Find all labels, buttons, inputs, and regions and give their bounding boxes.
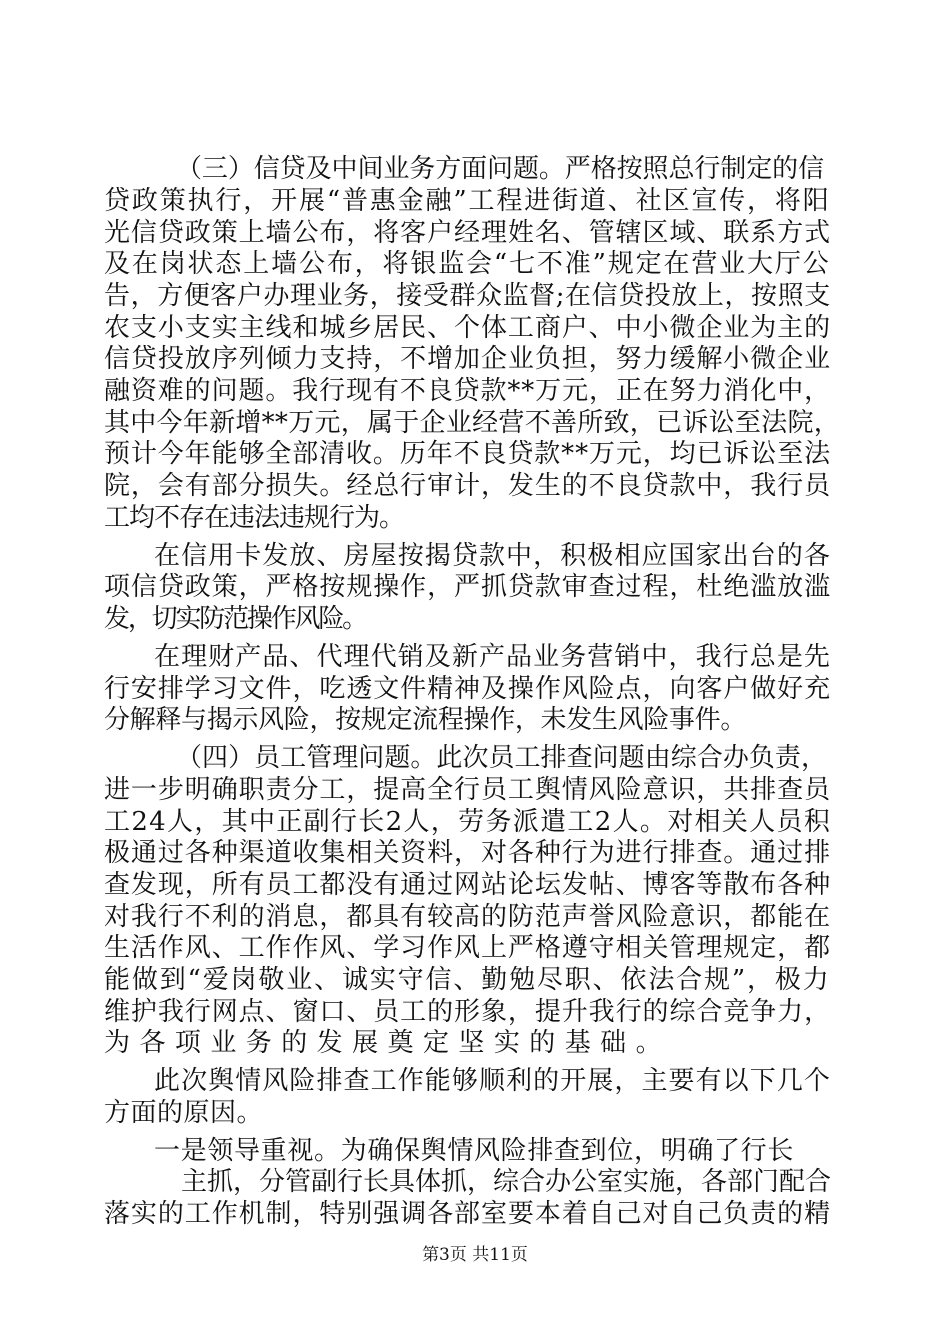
text-line: 工24人，其中正副行长2人，劳务派遣工2人。对相关人员积 <box>104 807 832 837</box>
text-line: （四）员工管理问题。此次员工排查问题由综合办负责， <box>176 743 828 773</box>
text-line: 分解释与揭示风险，按规定流程操作，未发生风险事件。 <box>104 705 747 735</box>
text-line: 落实的工作机制，特别强调各部室要本着自己对自己负责的精 <box>104 1199 832 1229</box>
text-line: 光信贷政策上墙公布，将客户经理姓名、管辖区域、联系方式 <box>104 218 832 248</box>
text-line: 院，会有部分损失。经总行审计，发生的不良贷款中，我行员 <box>104 471 832 501</box>
page-footer: 第3页 共11页 <box>422 1245 528 1265</box>
text-line: 贷政策执行，开展“普惠金融”工程进街道、社区宣传，将阳 <box>104 186 831 216</box>
text-line: 能做到“爱岗敬业、诚实守信、勤勉尽职、依法合规”，极力 <box>104 965 831 995</box>
text-line: 信贷投放序列倾力支持，不增加企业负担，努力缓解小微企业 <box>104 344 832 374</box>
text-line: 在理财产品、代理代销及新产品业务营销中，我行总是先 <box>154 642 832 672</box>
text-line: 一是领导重视。为确保舆情风险排查到位，明确了行长 <box>154 1136 795 1166</box>
text-line: 方面的原因。 <box>104 1098 264 1128</box>
text-line: 预计今年能够全部清收。历年不良贷款**万元，均已诉讼至法 <box>104 439 832 469</box>
text-line: （三）信贷及中间业务方面问题。严格按照总行制定的信 <box>176 154 825 184</box>
text-line: 主抓，分管副行长具体抓，综合办公室实施，各部门配合 <box>181 1167 832 1197</box>
text-line: 此次舆情风险排查工作能够顺利的开展，主要有以下几个 <box>154 1066 832 1096</box>
text-line: 在信用卡发放、房屋按揭贷款中，积极相应国家出台的各 <box>154 541 832 571</box>
text-line: 农支小支实主线和城乡居民、个体工商户、中小微企业为主的 <box>104 313 832 343</box>
text-line: 进一步明确职责分工，提高全行员工舆情风险意识，共排查员 <box>104 775 832 805</box>
text-line: 对我行不利的消息，都具有较高的防范声誉风险意识，都能在 <box>104 902 832 932</box>
text-line: 融资难的问题。我行现有不良贷款**万元，正在努力消化中， <box>104 376 832 406</box>
text-line: 查发现，所有员工都没有通过网站论坛发帖、博客等散布各种 <box>104 870 832 900</box>
text-line: 其中今年新增**万元，属于企业经营不善所致，已诉讼至法院， <box>104 408 841 438</box>
text-line: 生活作风、工作作风、学习作风上严格遵守相关管理规定，都 <box>104 933 832 963</box>
text-line: 为各项业务的发展奠定坚实的基础。 <box>104 1028 672 1058</box>
text-line: 及在岗状态上墙公布，将银监会“七不准”规定在营业大厅公 <box>104 249 831 279</box>
text-line: 项信贷政策，严格按规操作，严抓贷款审查过程，杜绝滥放滥 <box>104 572 832 602</box>
text-line: 工均不存在违法违规行为。 <box>104 503 405 533</box>
text-line: 告，方便客户办理业务，接受群众监督;在信贷投放上，按照支 <box>104 281 831 311</box>
text-line: 行安排学习文件，吃透文件精神及操作风险点，向客户做好充 <box>104 674 832 704</box>
text-line: 维护我行网点、窗口、员工的形象，提升我行的综合竞争力， <box>104 997 832 1027</box>
text-line: 发，切实防范操作风险。 <box>104 604 367 634</box>
text-line: 极通过各种渠道收集相关资料，对各种行为进行排查。通过排 <box>104 838 832 868</box>
